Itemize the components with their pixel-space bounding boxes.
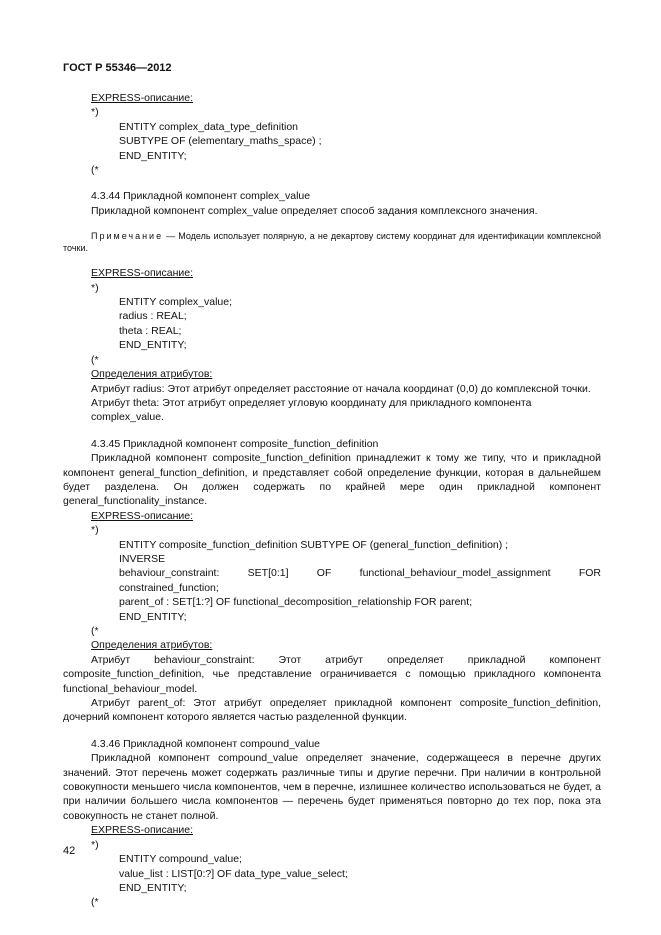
code-line: END_ENTITY; [119,149,187,162]
section-heading: 4.3.45 Прикладной компонент composite_function_definition [91,437,379,450]
attribute-definition: Атрибут radius: Этот атрибут определяет расстояние от начала координат (0,0) до комплексной точки. [91,382,591,395]
code-line: ENTITY composite_function_definition SUBTYPE OF (general_function_definition) ; [119,538,509,551]
paragraph: Прикладной компонент compound_value определяет значение, содержащееся в перечне других значений. Этот перечень может содержать различные типы и другие перечни. При наличии в контрольной совокупности меньшего числа компонентов, чем в перечне, излишнее количество использоваться не будет, а при наличии большего числа компонентов — перечень будет применяться повторно до тех пор, пока эта совокупность не станет полной. [63,752,601,822]
code-open: *) [91,281,99,294]
code-close: (* [91,896,99,909]
code-line: theta : REAL; [119,324,182,337]
page-content [63,91,601,910]
express-label: EXPRESS-описание: [91,92,194,104]
page-number: 42 [63,845,76,857]
code-line: ENTITY complex_data_type_definition [119,120,298,133]
attribute-definition: Атрибут behaviour_constraint: Этот атрибут определяет прикладной компонент composite_function_definition, чье представление ограничивается с помощью прикладного компонента functional_behaviour_model. [63,653,601,695]
code-line: behaviour_constraint: SET[0:1] OF functional_behaviour_model_assignment FOR constrained_function; [119,567,601,594]
paragraph: Прикладной компонент complex_value определяет способ задания комплексного значения. [91,204,538,217]
note [63,230,601,254]
document-header: ГОСТ Р 55346—2012 [63,62,172,74]
code-close: (* [91,625,99,637]
code-line: value_list : LIST[0:?] OF data_type_value_select; [119,867,348,880]
attributes-label: Определения атрибутов: [91,368,213,381]
code-line: ENTITY complex_value; [119,296,233,309]
paragraph: Прикладной компонент composite_function_definition принадлежит к тому же типу, что и прикладной компонент general_function_definition, и представляет собой определение функции, которая в дальнейшем будет разделена. Он должен содержать по крайней мере один прикладной компонент general_functionality_instance. [63,452,601,508]
attribute-definition: Атрибут parent_of: Этот атрибут определяет прикладной компонент composite_function_definition, дочерний компонент которого является частью разделенной функции. [63,697,601,724]
code-close: (* [91,164,99,177]
section-heading: 4.3.44 Прикладной компонент complex_value [91,190,311,203]
code-open: *) [91,524,99,537]
code-line: parent_of : SET[1:?] OF functional_decomposition_relationship FOR parent; [119,596,473,609]
code-line: INVERSE [119,552,166,565]
code-line: END_ENTITY; [119,881,187,894]
code-open: *) [91,838,99,851]
note-text: — Модель использует полярную, а не декартову систему координат для идентификации комплексной точки. [63,231,601,254]
code-close: (* [91,353,99,366]
attributes-label: Определения атрибутов: [91,639,213,652]
code-line: ENTITY compound_value; [119,853,242,866]
code-open: *) [91,106,99,119]
express-label: EXPRESS-описание: [91,509,194,522]
attribute-definition: Атрибут theta: Этот атрибут определяет угловую координату для прикладного компонента complex_value. [91,396,532,424]
note-label: Примечание [91,231,164,242]
code-line: END_ENTITY; [119,610,187,623]
section-heading: 4.3.46 Прикладной компонент compound_value [91,737,321,750]
code-line: END_ENTITY; [119,339,187,352]
express-label: EXPRESS-описание: [91,824,194,837]
code-line: SUBTYPE OF (elementary_maths_space) ; [119,135,322,148]
code-line: radius : REAL; [119,310,187,323]
express-label: EXPRESS-описание: [91,267,194,280]
